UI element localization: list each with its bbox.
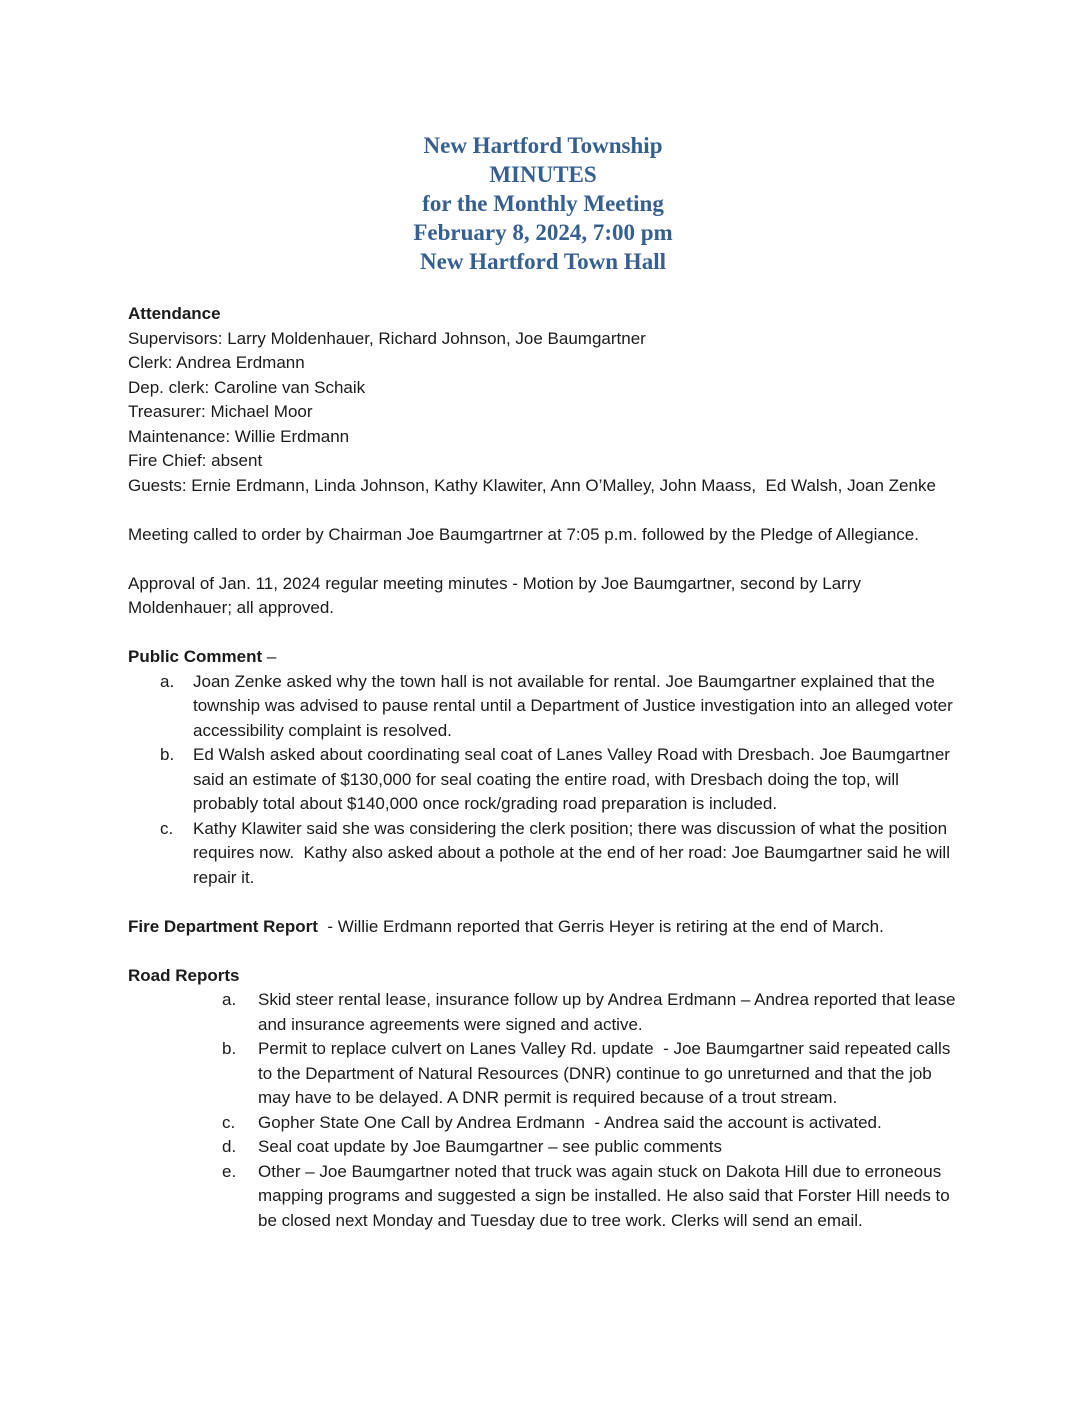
list-item bbox=[128, 817, 958, 891]
list-item bbox=[128, 670, 958, 744]
list-item bbox=[128, 1135, 958, 1160]
public-comment-heading bbox=[128, 645, 958, 670]
attendance-guests: Guests: Ernie Erdmann, Linda Johnson, Kathy Klawiter, Ann O’Malley, John Maass, Ed Walsh, Joan Zenke bbox=[128, 475, 936, 495]
list-item-text: Ed Walsh asked about coordinating seal coat of Lanes Valley Road with Dresbach. Joe Baumgartner said an estimate of $130,000 for seal coating the entire road, with Dresbach doing the top, will probably total about $140,000 once rock/grading road preparation is included. bbox=[193, 745, 955, 813]
road-reports-heading: Road Reports bbox=[128, 965, 240, 985]
list-item bbox=[128, 1160, 958, 1234]
public-comment-section bbox=[128, 645, 958, 890]
road-reports-section bbox=[128, 964, 961, 1234]
fire-department-report bbox=[128, 915, 958, 940]
document-title bbox=[128, 131, 958, 276]
attendance-dep-clerk: Dep. clerk: Caroline van Schaik bbox=[128, 377, 366, 397]
list-marker: b. bbox=[160, 745, 175, 764]
list-marker: b. bbox=[222, 1039, 237, 1058]
title-line-minutes: MINUTES bbox=[489, 162, 597, 187]
list-marker: c. bbox=[160, 818, 174, 838]
fire-department-report-heading: Fire Department Report bbox=[128, 916, 318, 936]
attendance-section bbox=[128, 302, 958, 498]
title-line-location: New Hartford Town Hall bbox=[420, 249, 666, 274]
public-comment-heading-dash: – bbox=[262, 647, 277, 666]
list-item-text: Seal coat update by Joe Baumgartner – see public comments bbox=[258, 1137, 722, 1156]
public-comment-heading-text: Public Comment bbox=[128, 647, 263, 666]
attendance-fire-chief: Fire Chief: absent bbox=[128, 451, 263, 470]
list-marker: a. bbox=[160, 671, 175, 691]
road-reports-list bbox=[128, 988, 961, 1233]
list-item-text: Other – Joe Baumgartner noted that truck was again stuck on Dakota Hill due to erroneous mapping programs and suggested a sign be installed. He also said that Forster Hill needs to be closed next Monday and Tuesday due to tree work. Clerks will send an email. bbox=[258, 1161, 955, 1230]
list-item-text: Skid steer rental lease, insurance follow up by Andrea Erdmann – Andrea reported that lease and insurance agreements were signed and active. bbox=[258, 990, 961, 1034]
title-line-date: February 8, 2024, 7:00 pm bbox=[413, 220, 673, 245]
list-marker: a. bbox=[222, 990, 237, 1009]
title-line-meeting: for the Monthly Meeting bbox=[422, 191, 664, 216]
title-line-township: New Hartford Township bbox=[423, 133, 663, 158]
list-item bbox=[128, 988, 961, 1037]
fire-department-report-text: - Willie Erdmann reported that Gerris Heyer is retiring at the end of March. bbox=[317, 916, 884, 936]
attendance-maintenance: Maintenance: Willie Erdmann bbox=[128, 426, 350, 446]
attendance-treasurer: Treasurer: Michael Moor bbox=[128, 402, 313, 421]
list-item-text: Kathy Klawiter said she was considering the clerk position; there was discussion of what the position requires now. Kathy also asked about a pothole at the end of her road: Joe Baumgartner said he will repair it. bbox=[193, 818, 955, 887]
list-marker: d. bbox=[222, 1137, 237, 1156]
list-item-text: Permit to replace culvert on Lanes Valley Rd. update - Joe Baumgartner said repeated calls to the Department of Natural Resources (DNR) continue to go unreturned and that the job may have to be delayed. A DNR permit is required because of a trout stream. bbox=[258, 1039, 956, 1107]
list-marker: e. bbox=[222, 1161, 237, 1181]
list-item-text: Gopher State One Call by Andrea Erdmann - Andrea said the account is activated. bbox=[258, 1112, 882, 1132]
list-item bbox=[128, 1111, 958, 1136]
list-item-text: Joan Zenke asked why the town hall is not available for rental. Joe Baumgartner explained that the township was advised to pause rental until a Department of Justice investigation into an alleged voter accessibility complaint is resolved. bbox=[193, 671, 958, 740]
paragraph-call-to-order: Meeting called to order by Chairman Joe Baumgartrner at 7:05 p.m. followed by the Pledge of Allegiance. bbox=[128, 524, 919, 544]
paragraph-approval: Approval of Jan. 11, 2024 regular meeting minutes - Motion by Joe Baumgartner, second by Larry Moldenhauer; all approved. bbox=[128, 573, 866, 617]
public-comment-list bbox=[128, 670, 958, 891]
list-item bbox=[128, 743, 958, 817]
list-marker: c. bbox=[222, 1112, 236, 1132]
list-item bbox=[128, 1037, 958, 1111]
attendance-heading: Attendance bbox=[128, 304, 221, 323]
attendance-clerk: Clerk: Andrea Erdmann bbox=[128, 353, 305, 372]
attendance-supervisors: Supervisors: Larry Moldenhauer, Richard Johnson, Joe Baumgartner bbox=[128, 328, 646, 348]
